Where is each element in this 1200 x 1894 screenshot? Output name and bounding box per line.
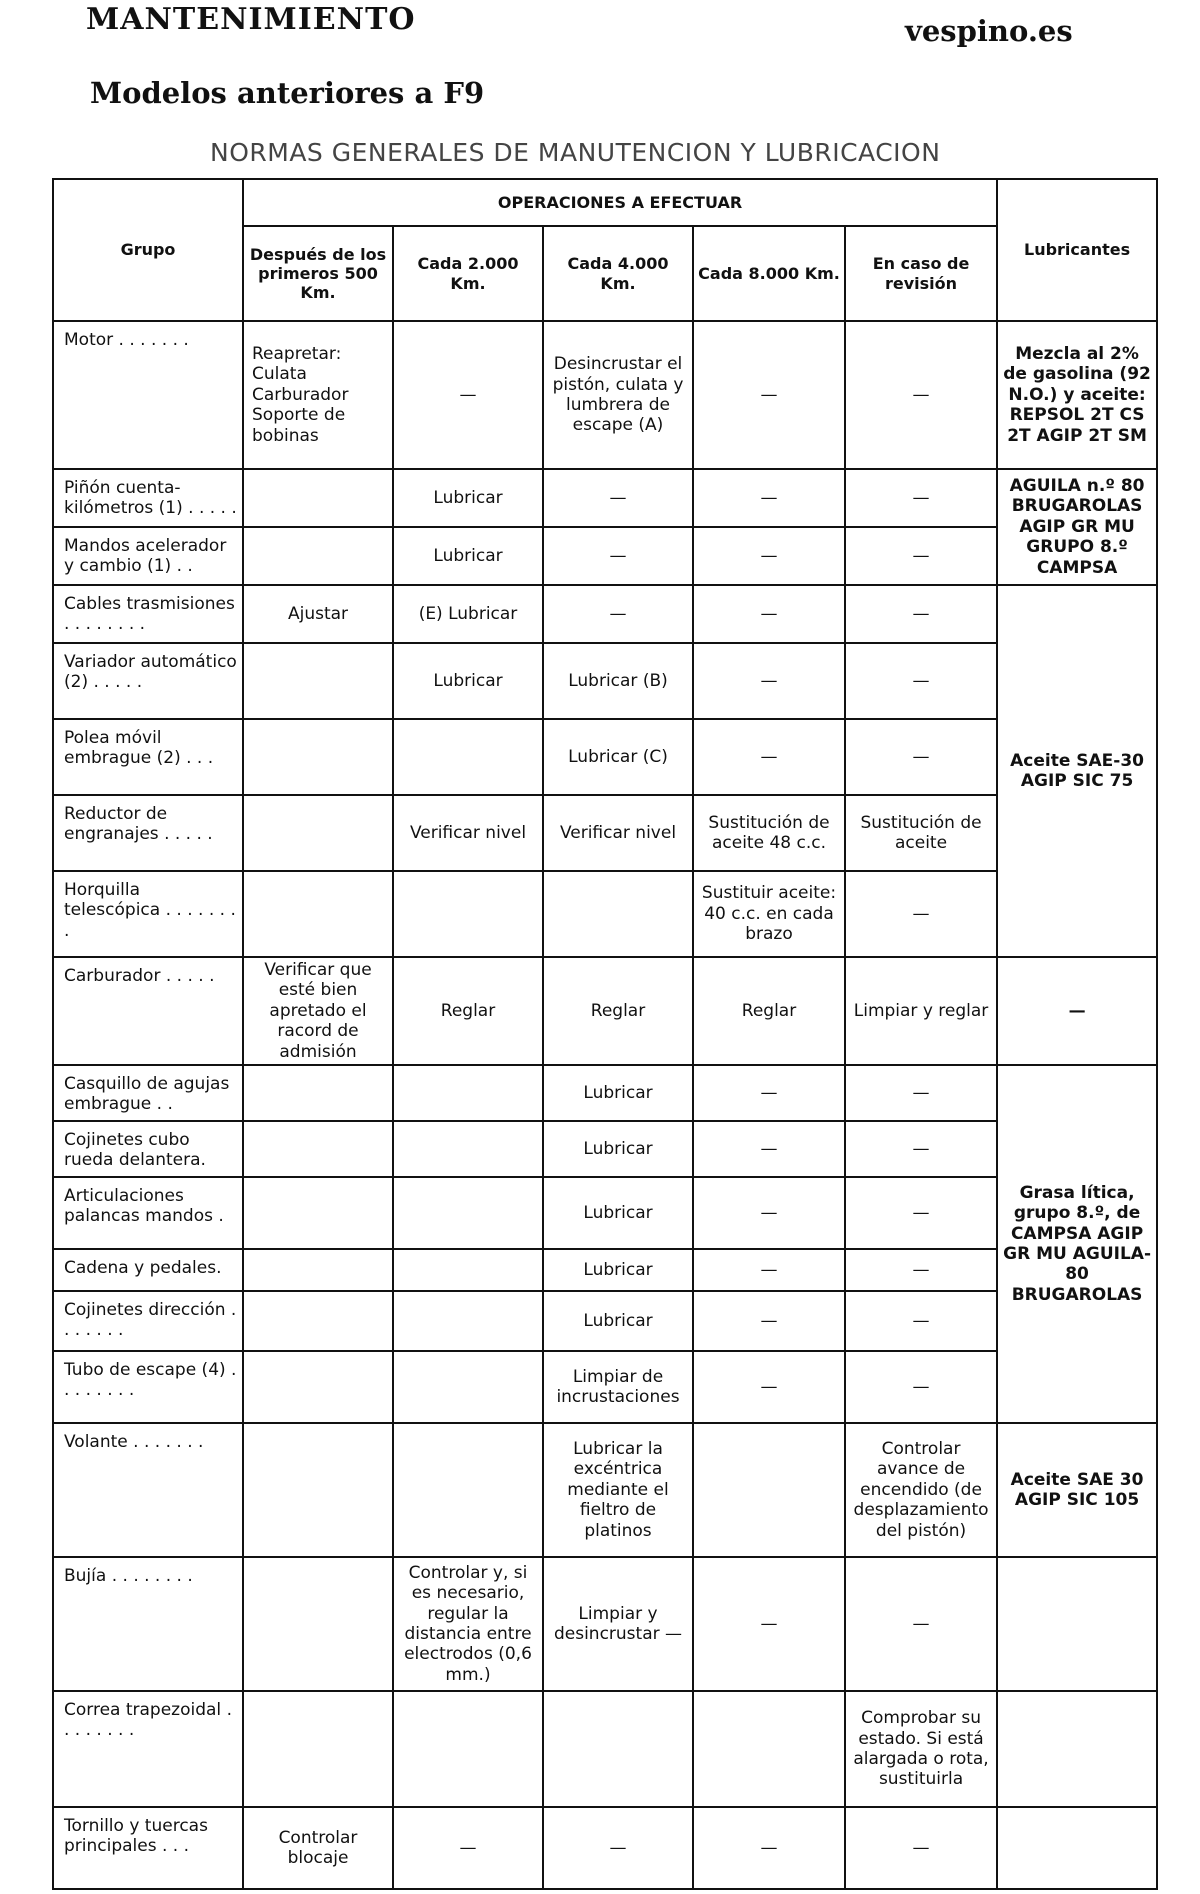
cell-2000: —: [393, 1807, 543, 1889]
cell-2000: [393, 1065, 543, 1121]
cell-primeros: [243, 1691, 393, 1807]
cell-primeros: Ajustar: [243, 585, 393, 643]
lubricant-dash: —: [997, 957, 1157, 1065]
cell-revision: —: [845, 1177, 997, 1249]
table-row: [53, 585, 1157, 643]
cell-4000: Verificar nivel: [543, 795, 693, 871]
cell-primeros: [243, 1065, 393, 1121]
lubricant-grasa: Grasa lítica, grupo 8.º, de CAMPSA AGIP GR MU AGUILA-80 BRUGAROLAS: [997, 1065, 1157, 1423]
row-grupo: Reductor de engranajes . . . . .: [53, 795, 243, 871]
cell-8000: [693, 1423, 845, 1557]
header-8000: Cada 8.000 Km.: [693, 226, 845, 321]
cell-primeros: [243, 1291, 393, 1351]
table-row: [53, 1557, 1157, 1691]
cell-4000: —: [543, 1807, 693, 1889]
cell-revision: —: [845, 1291, 997, 1351]
table-row: [53, 1807, 1157, 1889]
cell-4000: Lubricar: [543, 1291, 693, 1351]
table-title: NORMAS GENERALES DE MANUTENCION Y LUBRICACION: [210, 138, 941, 167]
table-row: [53, 795, 1157, 871]
cell-primeros: [243, 795, 393, 871]
cell-8000: —: [693, 469, 845, 527]
cell-2000: (E) Lubricar: [393, 585, 543, 643]
cell-2000: Lubricar: [393, 643, 543, 719]
cell-8000: —: [693, 1177, 845, 1249]
cell-4000: —: [543, 585, 693, 643]
cell-2000: [393, 1351, 543, 1423]
cell-2000: [393, 719, 543, 795]
table-row: [53, 1249, 1157, 1291]
cell-2000: Controlar y, si es necesario, regular la distancia entre electrodos (0,6 mm.): [393, 1557, 543, 1691]
cell-8000: Reglar: [693, 957, 845, 1065]
cell-2000: Verificar nivel: [393, 795, 543, 871]
cell-8000: Sustituir aceite: 40 c.c. en cada brazo: [693, 871, 845, 957]
cell-2000: —: [393, 321, 543, 469]
row-grupo: Cadena y pedales.: [53, 1249, 243, 1291]
header-grupo: Grupo: [53, 179, 243, 321]
cell-2000: Lubricar: [393, 469, 543, 527]
row-grupo: Tubo de escape (4) . . . . . . . .: [53, 1351, 243, 1423]
cell-revision: Comprobar su estado. Si está alargada o rota, sustituirla: [845, 1691, 997, 1807]
table-row: [53, 1065, 1157, 1121]
cell-primeros: [243, 1557, 393, 1691]
cell-2000: [393, 1691, 543, 1807]
cell-revision: Sustitución de aceite: [845, 795, 997, 871]
table-row: [53, 321, 1157, 469]
cell-2000: Reglar: [393, 957, 543, 1065]
cell-primeros: [243, 1351, 393, 1423]
header-4000: Cada 4.000 Km.: [543, 226, 693, 321]
cell-revision: Limpiar y reglar: [845, 957, 997, 1065]
cell-primeros: [243, 719, 393, 795]
cell-revision: —: [845, 585, 997, 643]
row-grupo: Casquillo de agujas embrague . .: [53, 1065, 243, 1121]
cell-4000: Lubricar: [543, 1121, 693, 1177]
cell-2000: [393, 871, 543, 957]
cell-4000: Desincrustar el pistón, culata y lumbrera de escape (A): [543, 321, 693, 469]
row-grupo: Cojinetes cubo rueda delantera.: [53, 1121, 243, 1177]
row-grupo: Mandos acelerador y cambio (1) . .: [53, 527, 243, 585]
lubricant-empty: [997, 1691, 1157, 1807]
row-grupo: Tornillo y tuercas principales . . .: [53, 1807, 243, 1889]
maintenance-table: [52, 178, 1158, 1890]
cell-primeros: Verificar que esté bien apretado el racord de admisión: [243, 957, 393, 1065]
document-subtitle: Modelos anteriores a F9: [90, 76, 485, 110]
cell-revision: —: [845, 1249, 997, 1291]
cell-primeros: [243, 1423, 393, 1557]
lubricant-mezcla: Mezcla al 2% de gasolina (92 N.O.) y aceite: REPSOL 2T CS 2T AGIP 2T SM: [997, 321, 1157, 469]
cell-revision: —: [845, 719, 997, 795]
table-row: [53, 1291, 1157, 1351]
cell-8000: —: [693, 643, 845, 719]
row-grupo: Polea móvil embrague (2) . . .: [53, 719, 243, 795]
cell-2000: [393, 1177, 543, 1249]
cell-2000: [393, 1291, 543, 1351]
cell-primeros: [243, 871, 393, 957]
lubricant-sae30-75: Aceite SAE-30 AGIP SIC 75: [997, 585, 1157, 957]
cell-primeros: Reapretar: Culata Carburador Soporte de bobinas: [243, 321, 393, 469]
site-name: vespino.es: [905, 14, 1073, 48]
cell-4000: Reglar: [543, 957, 693, 1065]
cell-2000: [393, 1249, 543, 1291]
cell-4000: [543, 1691, 693, 1807]
lubricant-aguila: AGUILA n.º 80 BRUGAROLAS AGIP GR MU GRUPO 8.º CAMPSA: [997, 469, 1157, 585]
row-grupo: Correa trapezoidal . . . . . . . .: [53, 1691, 243, 1807]
lubricant-empty: [997, 1557, 1157, 1691]
cell-2000: [393, 1121, 543, 1177]
cell-8000: —: [693, 1351, 845, 1423]
cell-8000: —: [693, 719, 845, 795]
cell-primeros: [243, 643, 393, 719]
cell-4000: —: [543, 527, 693, 585]
cell-2000: [393, 1423, 543, 1557]
cell-8000: —: [693, 1291, 845, 1351]
header-2000: Cada 2.000 Km.: [393, 226, 543, 321]
cell-4000: Lubricar: [543, 1249, 693, 1291]
lubricant-sae30-105: Aceite SAE 30 AGIP SIC 105: [997, 1423, 1157, 1557]
cell-8000: —: [693, 585, 845, 643]
cell-8000: —: [693, 1121, 845, 1177]
table-row: [53, 1691, 1157, 1807]
cell-revision: —: [845, 1121, 997, 1177]
cell-revision: —: [845, 1351, 997, 1423]
cell-8000: —: [693, 527, 845, 585]
cell-4000: Lubricar: [543, 1177, 693, 1249]
cell-8000: —: [693, 1065, 845, 1121]
cell-revision: —: [845, 643, 997, 719]
row-grupo: Variador automático (2) . . . . .: [53, 643, 243, 719]
cell-4000: —: [543, 469, 693, 527]
cell-4000: Lubricar (B): [543, 643, 693, 719]
cell-4000: Lubricar la excéntrica mediante el fieltro de platinos: [543, 1423, 693, 1557]
cell-revision: —: [845, 1807, 997, 1889]
cell-4000: [543, 871, 693, 957]
lubricant-empty: [997, 1807, 1157, 1889]
table-row: [53, 1351, 1157, 1423]
cell-4000: Limpiar de incrustaciones: [543, 1351, 693, 1423]
table-row: [53, 871, 1157, 957]
cell-revision: —: [845, 1065, 997, 1121]
cell-8000: —: [693, 321, 845, 469]
cell-8000: —: [693, 1807, 845, 1889]
cell-2000: Lubricar: [393, 527, 543, 585]
table-row: [53, 1423, 1157, 1557]
cell-revision: —: [845, 321, 997, 469]
table-row: [53, 643, 1157, 719]
row-grupo: Cojinetes dirección . . . . . . .: [53, 1291, 243, 1351]
table-row: [53, 719, 1157, 795]
cell-primeros: Controlar blocaje: [243, 1807, 393, 1889]
row-grupo: Motor . . . . . . .: [53, 321, 243, 469]
document-title: MANTENIMIENTO: [86, 2, 416, 37]
cell-revision: —: [845, 527, 997, 585]
cell-primeros: [243, 1177, 393, 1249]
cell-revision: —: [845, 469, 997, 527]
header-primeros: Después de los primeros 500 Km.: [243, 226, 393, 321]
table-row: [53, 1177, 1157, 1249]
cell-revision: —: [845, 1557, 997, 1691]
header-lubricantes: Lubricantes: [997, 179, 1157, 321]
table-row: [53, 957, 1157, 1065]
cell-4000: Lubricar (C): [543, 719, 693, 795]
cell-8000: —: [693, 1249, 845, 1291]
cell-4000: Limpiar y desincrustar —: [543, 1557, 693, 1691]
cell-primeros: [243, 469, 393, 527]
cell-primeros: [243, 527, 393, 585]
cell-primeros: [243, 1249, 393, 1291]
row-grupo: Horquilla telescópica . . . . . . . .: [53, 871, 243, 957]
cell-revision: Controlar avance de encendido (de desplazamiento del pistón): [845, 1423, 997, 1557]
table-row: [53, 469, 1157, 527]
row-grupo: Carburador . . . . .: [53, 957, 243, 1065]
cell-revision: —: [845, 871, 997, 957]
header-operaciones: OPERACIONES A EFECTUAR: [243, 179, 997, 226]
row-grupo: Bujía . . . . . . . .: [53, 1557, 243, 1691]
row-grupo: Piñón cuenta-kilómetros (1) . . . . .: [53, 469, 243, 527]
cell-8000: —: [693, 1557, 845, 1691]
cell-primeros: [243, 1121, 393, 1177]
row-grupo: Volante . . . . . . .: [53, 1423, 243, 1557]
cell-8000: Sustitución de aceite 48 c.c.: [693, 795, 845, 871]
header-revision: En caso de revisión: [845, 226, 997, 321]
table-row: [53, 1121, 1157, 1177]
row-grupo: Articulaciones palancas mandos .: [53, 1177, 243, 1249]
row-grupo: Cables trasmisiones . . . . . . . .: [53, 585, 243, 643]
table-row: [53, 527, 1157, 585]
cell-4000: Lubricar: [543, 1065, 693, 1121]
cell-8000: [693, 1691, 845, 1807]
